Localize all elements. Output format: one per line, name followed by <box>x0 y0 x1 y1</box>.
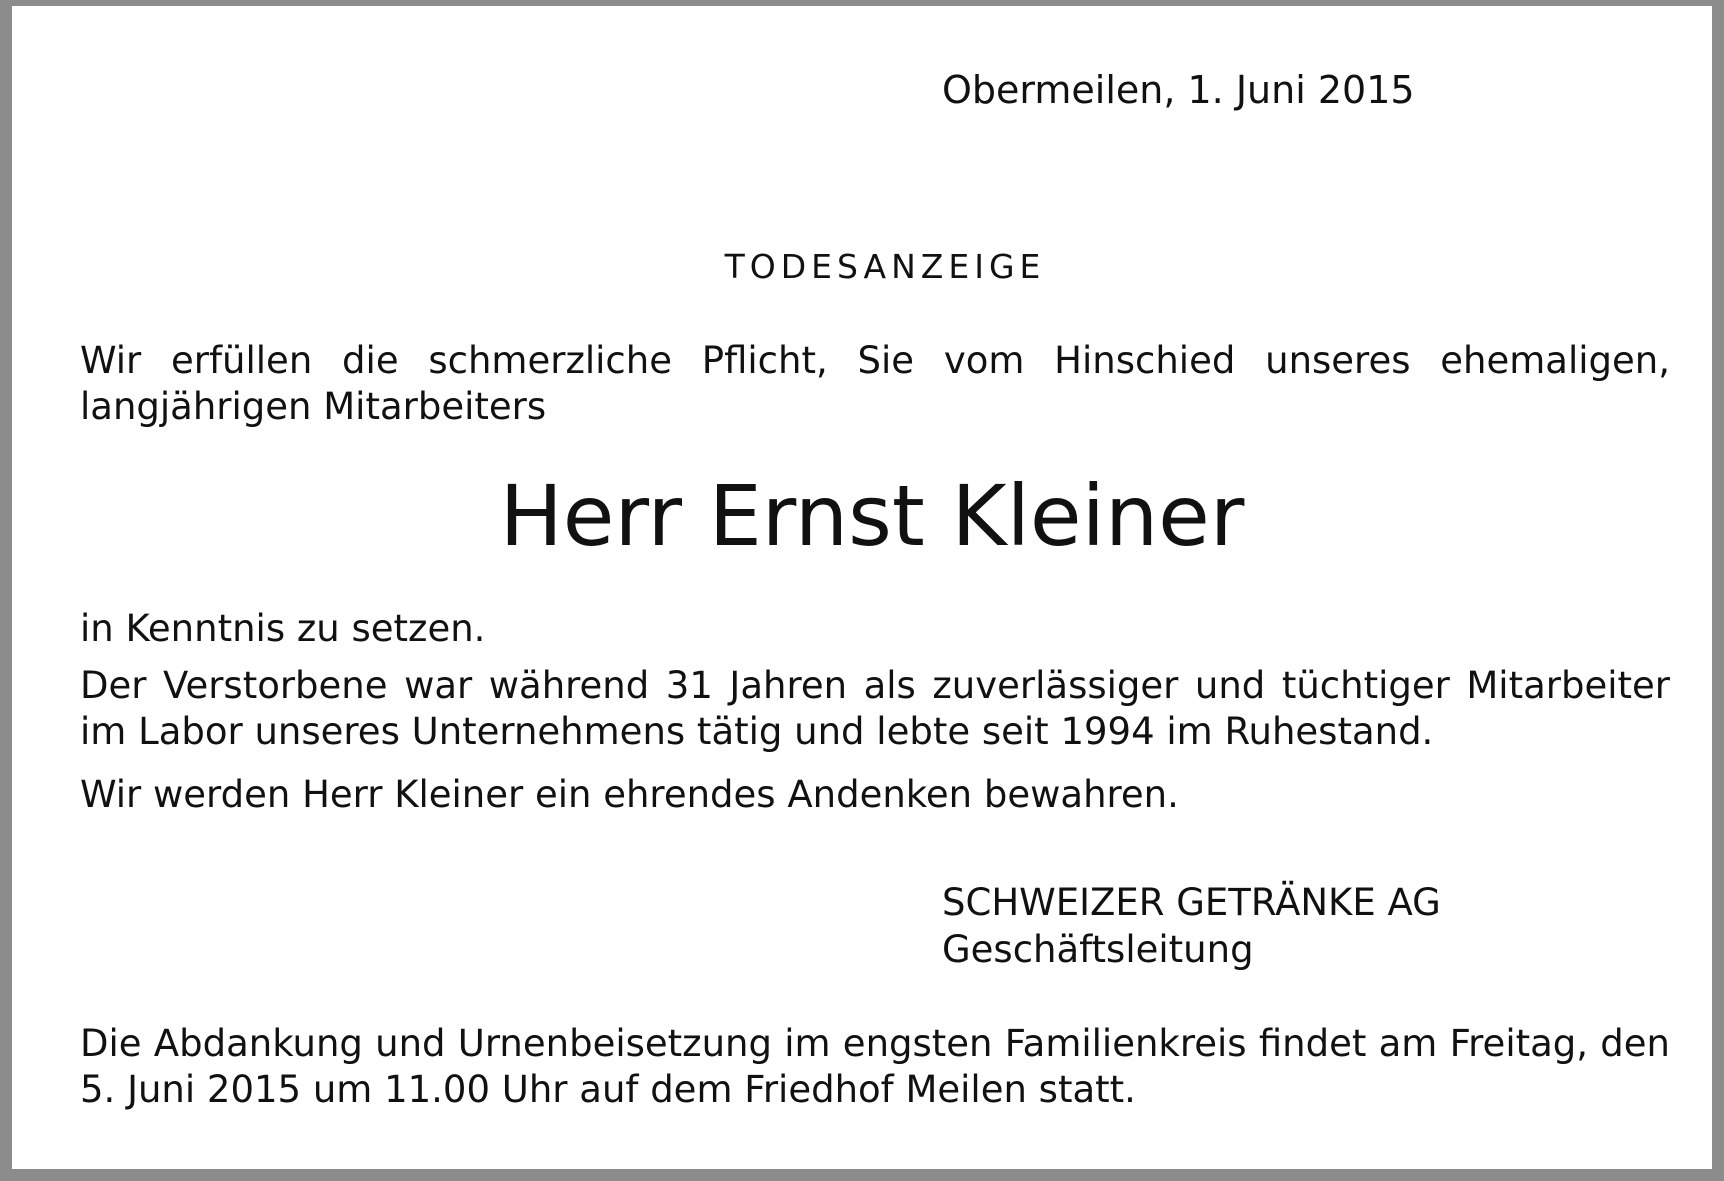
remembrance-text: Wir werden Herr Kleiner ein ehrendes Andenken bewahren. <box>80 773 1179 816</box>
service-text-content: Der Verstorbene war während 31 Jahren als zuverlässiger und tüchtiger Mitarbeiter im Labor unseres Unternehmens tätig und lebte seit 1994 im Ruhestand. <box>80 664 1670 753</box>
service-text <box>80 663 1670 755</box>
place-date: Obermeilen, 1. Juni 2015 <box>942 68 1415 112</box>
intro-end-text: in Kenntnis zu setzen. <box>80 607 486 650</box>
intro-text <box>80 338 1670 430</box>
deceased-name: Herr Ernst Kleiner <box>499 467 1245 565</box>
funeral-info-content: Die Abdankung und Urnenbeisetzung im engsten Familienkreis findet am Freitag, den 5. Juni 2015 um 11.00 Uhr auf dem Friedhof Meilen statt. <box>80 1022 1670 1111</box>
signature-company: SCHWEIZER GETRÄNKE AG <box>942 881 1441 924</box>
funeral-info <box>80 1021 1670 1113</box>
signature-department: Geschäftsleitung <box>942 928 1254 971</box>
notice-heading: TODESANZEIGE <box>724 247 1046 286</box>
intro-text-content: Wir erfüllen die schmerzliche Pflicht, Sie vom Hinschied unseres ehemaligen, langjährigen Mitarbeiters <box>80 339 1670 428</box>
